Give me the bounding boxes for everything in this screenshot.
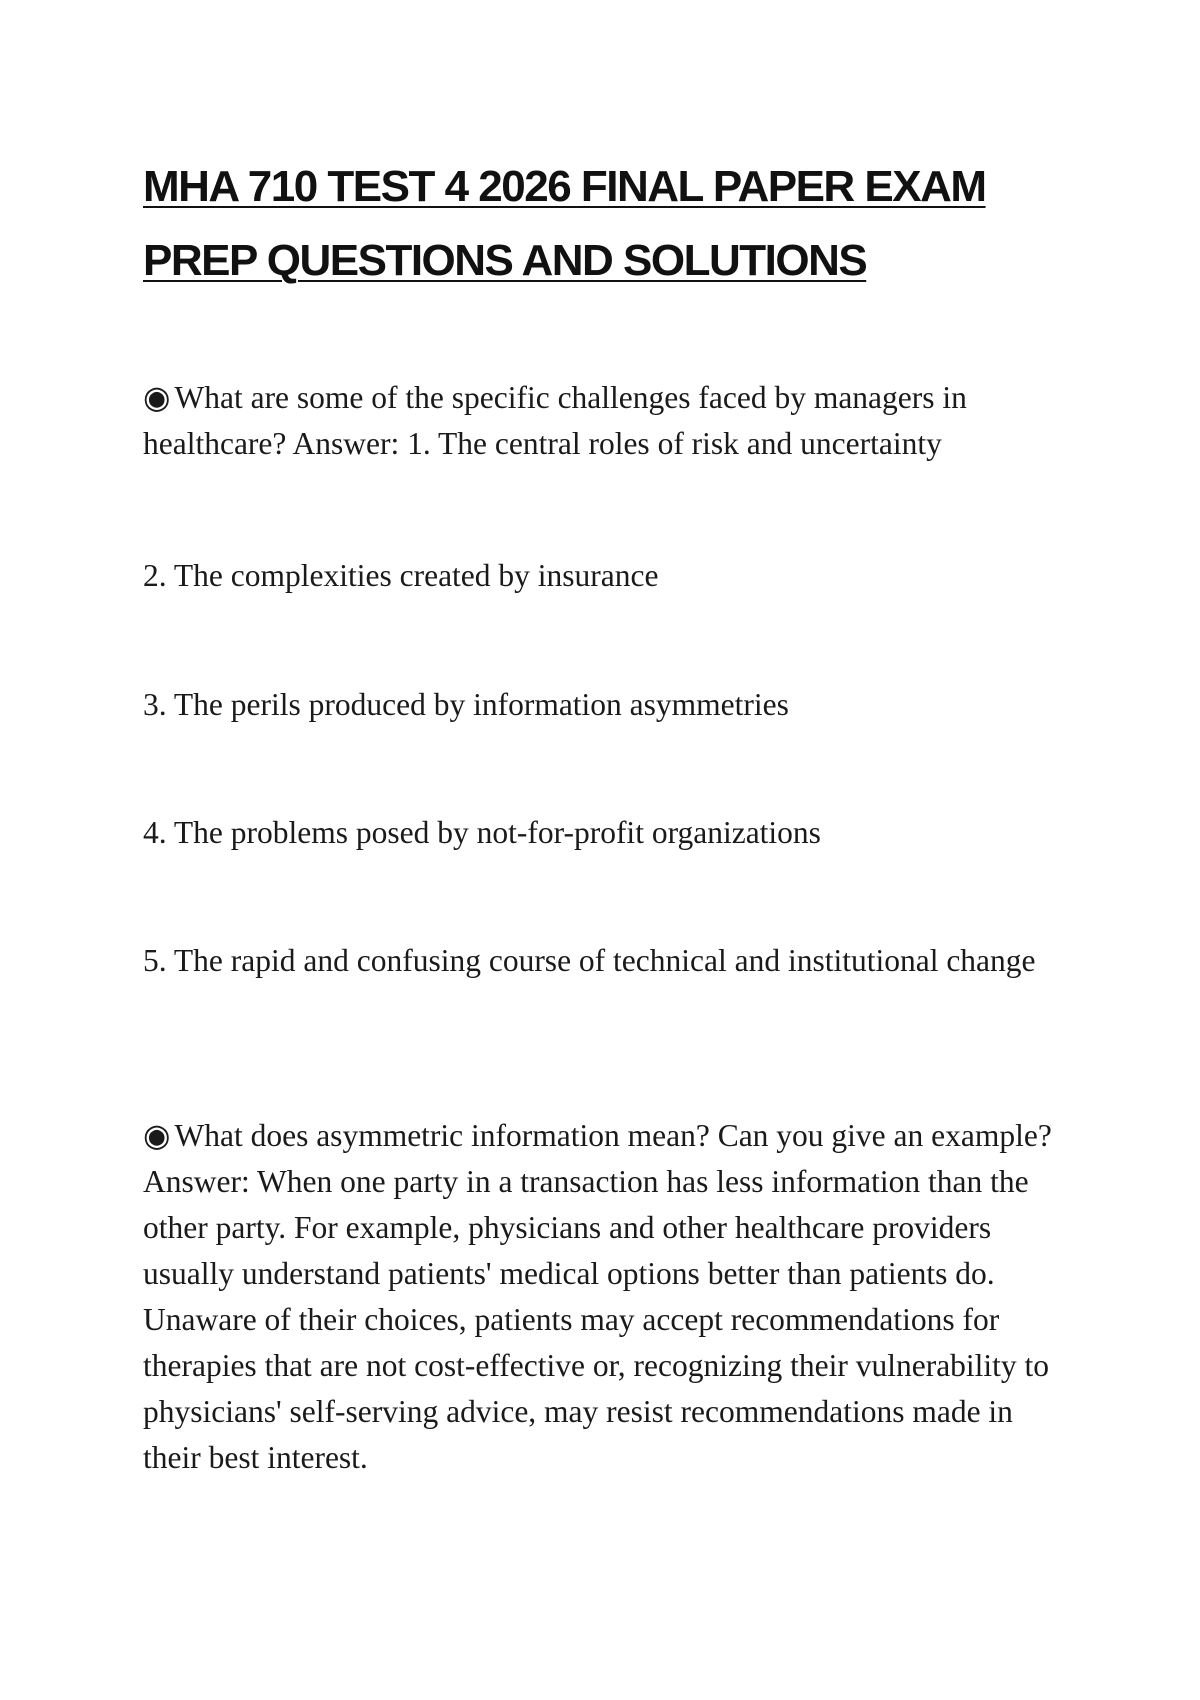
answer-line: 3. The perils produced by information asymmetries — [143, 687, 789, 722]
question-block — [143, 1113, 1073, 1481]
question-text: What are some of the specific challenges faced by managers in healthcare? Answer: 1. The central roles of risk and uncertainty — [143, 380, 967, 461]
answer-line: 5. The rapid and confusing course of technical and institutional change — [143, 943, 1036, 978]
radio-bullet-icon: ◉ — [143, 1118, 171, 1153]
document-title: MHA 710 TEST 4 2026 FINAL PAPER EXAM PREP QUESTIONS AND SOLUTIONS — [143, 162, 986, 285]
question-block — [143, 375, 1073, 467]
document-page — [143, 150, 1073, 1475]
radio-bullet-icon: ◉ — [143, 380, 171, 415]
answer-line: 2. The complexities created by insurance — [143, 558, 659, 593]
question-text: What does asymmetric information mean? Can you give an example? Answer: When one party in a transaction has less information than the other party. For example, physicians and other healthcare providers usually understand patients' medical options better than patients do. Unaware of their choices, patients may accept recommendations for therapies that are not cost-effective or, recognizing their vulnerability to physicians' self-serving advice, may resist recommendations made in their best interest. — [143, 1118, 1052, 1475]
answer-line: 4. The problems posed by not-for-profit organizations — [143, 815, 821, 850]
